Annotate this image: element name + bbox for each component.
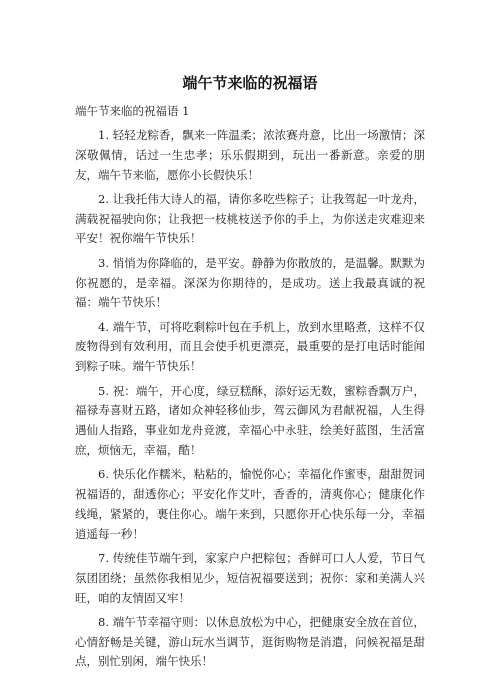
blessing-paragraph-4: 4. 端午节，可将吃剩粽叶包在手机上，放到水里略煮，这样不仅废物得到有效利用，而且会使手机更漂亮，最重要的是打电话时能闻到粽子味。端午节快乐！ [75,319,425,374]
blessing-paragraph-8: 8. 端午节幸福守则：以休息放松为中心，把健康安全放在首位，心情舒畅是关键，游山玩水当调节，逛街购物是消遣，问候祝福是甜点，别忙别闲，端午快乐！ [75,614,425,669]
blessing-paragraph-5: 5. 祝：端午，开心度，绿豆糕酥，添好运无数，蜜粽香飘万户，福禄寿喜财五路，诸如众神轻移仙步，驾云御风为君献祝福，人生得遇仙人指路，事业如龙舟竞渡，幸福心中永驻，绘美好蓝图，生活富庶，烦恼无，幸福，酷！ [75,383,425,457]
blessing-paragraph-6: 6. 快乐化作糯米，粘粘的，愉悦你心；幸福化作蜜枣，甜甜贺词祝福语的，甜透你心；平安化作艾叶，香香的，清爽你心；健康化作线绳，紧紧的，裹住你心。端午来到，只愿你开心快乐每一分，幸福逍遥每一秒！ [75,467,425,541]
blessing-paragraph-1: 1. 轻轻龙粽香，飘来一阵温柔；浓浓赛舟意，比出一场激情；深深敬佩情，话过一生忠孝；乐乐假期到，玩出一番新意。亲爱的朋友，端午节来临，愿你小长假快乐！ [75,128,425,182]
blessing-paragraph-3: 3. 悄悄为你降临的，是平安。静静为你散放的，是温馨。默默为你祝愿的，是幸福。深深为你期待的，是成功。送上我最真诚的祝福：端午节快乐！ [75,255,425,310]
document-title: 端午节来临的祝福语 [182,74,318,92]
blessing-paragraph-2: 2. 让我托伟大诗人的福，请你多吃些粽子；让我驾起一叶龙舟，满载祝福驶向你；让我把一枝桃枝送予你的手上，为你送走灾难迎来平安！祝你端午节快乐！ [75,191,425,246]
document-subtitle: 端午节来临的祝福语 1 [75,104,190,118]
blessing-paragraph-7: 7. 传统佳节端午到，家家户户把粽包；香鲜可口人人爱，节日气氛团团绕；虽然你我相见少，短信祝福要送到；祝你：家和美满人兴旺，咱的友情固又牢！ [75,550,425,605]
document-body [75,126,425,677]
